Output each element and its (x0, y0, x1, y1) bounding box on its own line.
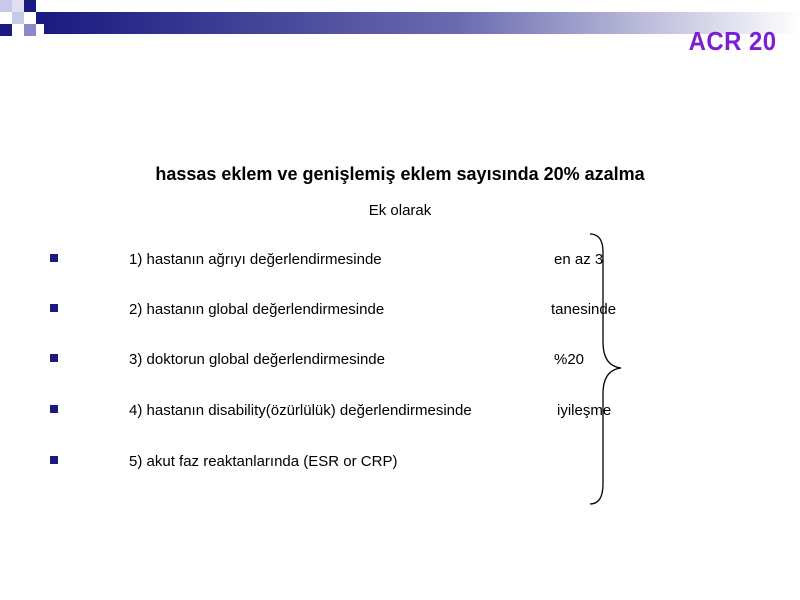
header-decoration (0, 0, 800, 40)
list-item-qualifier: %20 (554, 351, 585, 368)
list-item-text: 4) hastanın disability(özürlülük) değerlendirmesinde (129, 402, 472, 419)
list-item-text: 3) doktorun global değerlendirmesinde (129, 351, 385, 368)
list-item-text: 5) akut faz reaktanlarında (ESR or CRP) (129, 453, 398, 470)
bullet-icon (50, 254, 58, 262)
bullet-icon (50, 304, 58, 312)
list-item-qualifier: iyileşme (557, 402, 612, 419)
list-item-text: 1) hastanın ağrıyı değerlendirmesinde (129, 251, 382, 268)
bullet-icon (50, 405, 58, 413)
bullet-icon (50, 354, 58, 362)
slide-title: ACR 20 (688, 26, 776, 56)
bullet-icon (50, 456, 58, 464)
heading: hassas eklem ve genişlemiş eklem sayısında 20% azalma (155, 164, 645, 184)
list-item-qualifier: en az 3 (554, 251, 604, 268)
list-item-qualifier: tanesinde (551, 301, 617, 318)
subheading: Ek olarak (368, 202, 432, 219)
curly-brace-icon (585, 232, 630, 508)
list-item-text: 2) hastanın global değerlendirmesinde (129, 301, 385, 318)
